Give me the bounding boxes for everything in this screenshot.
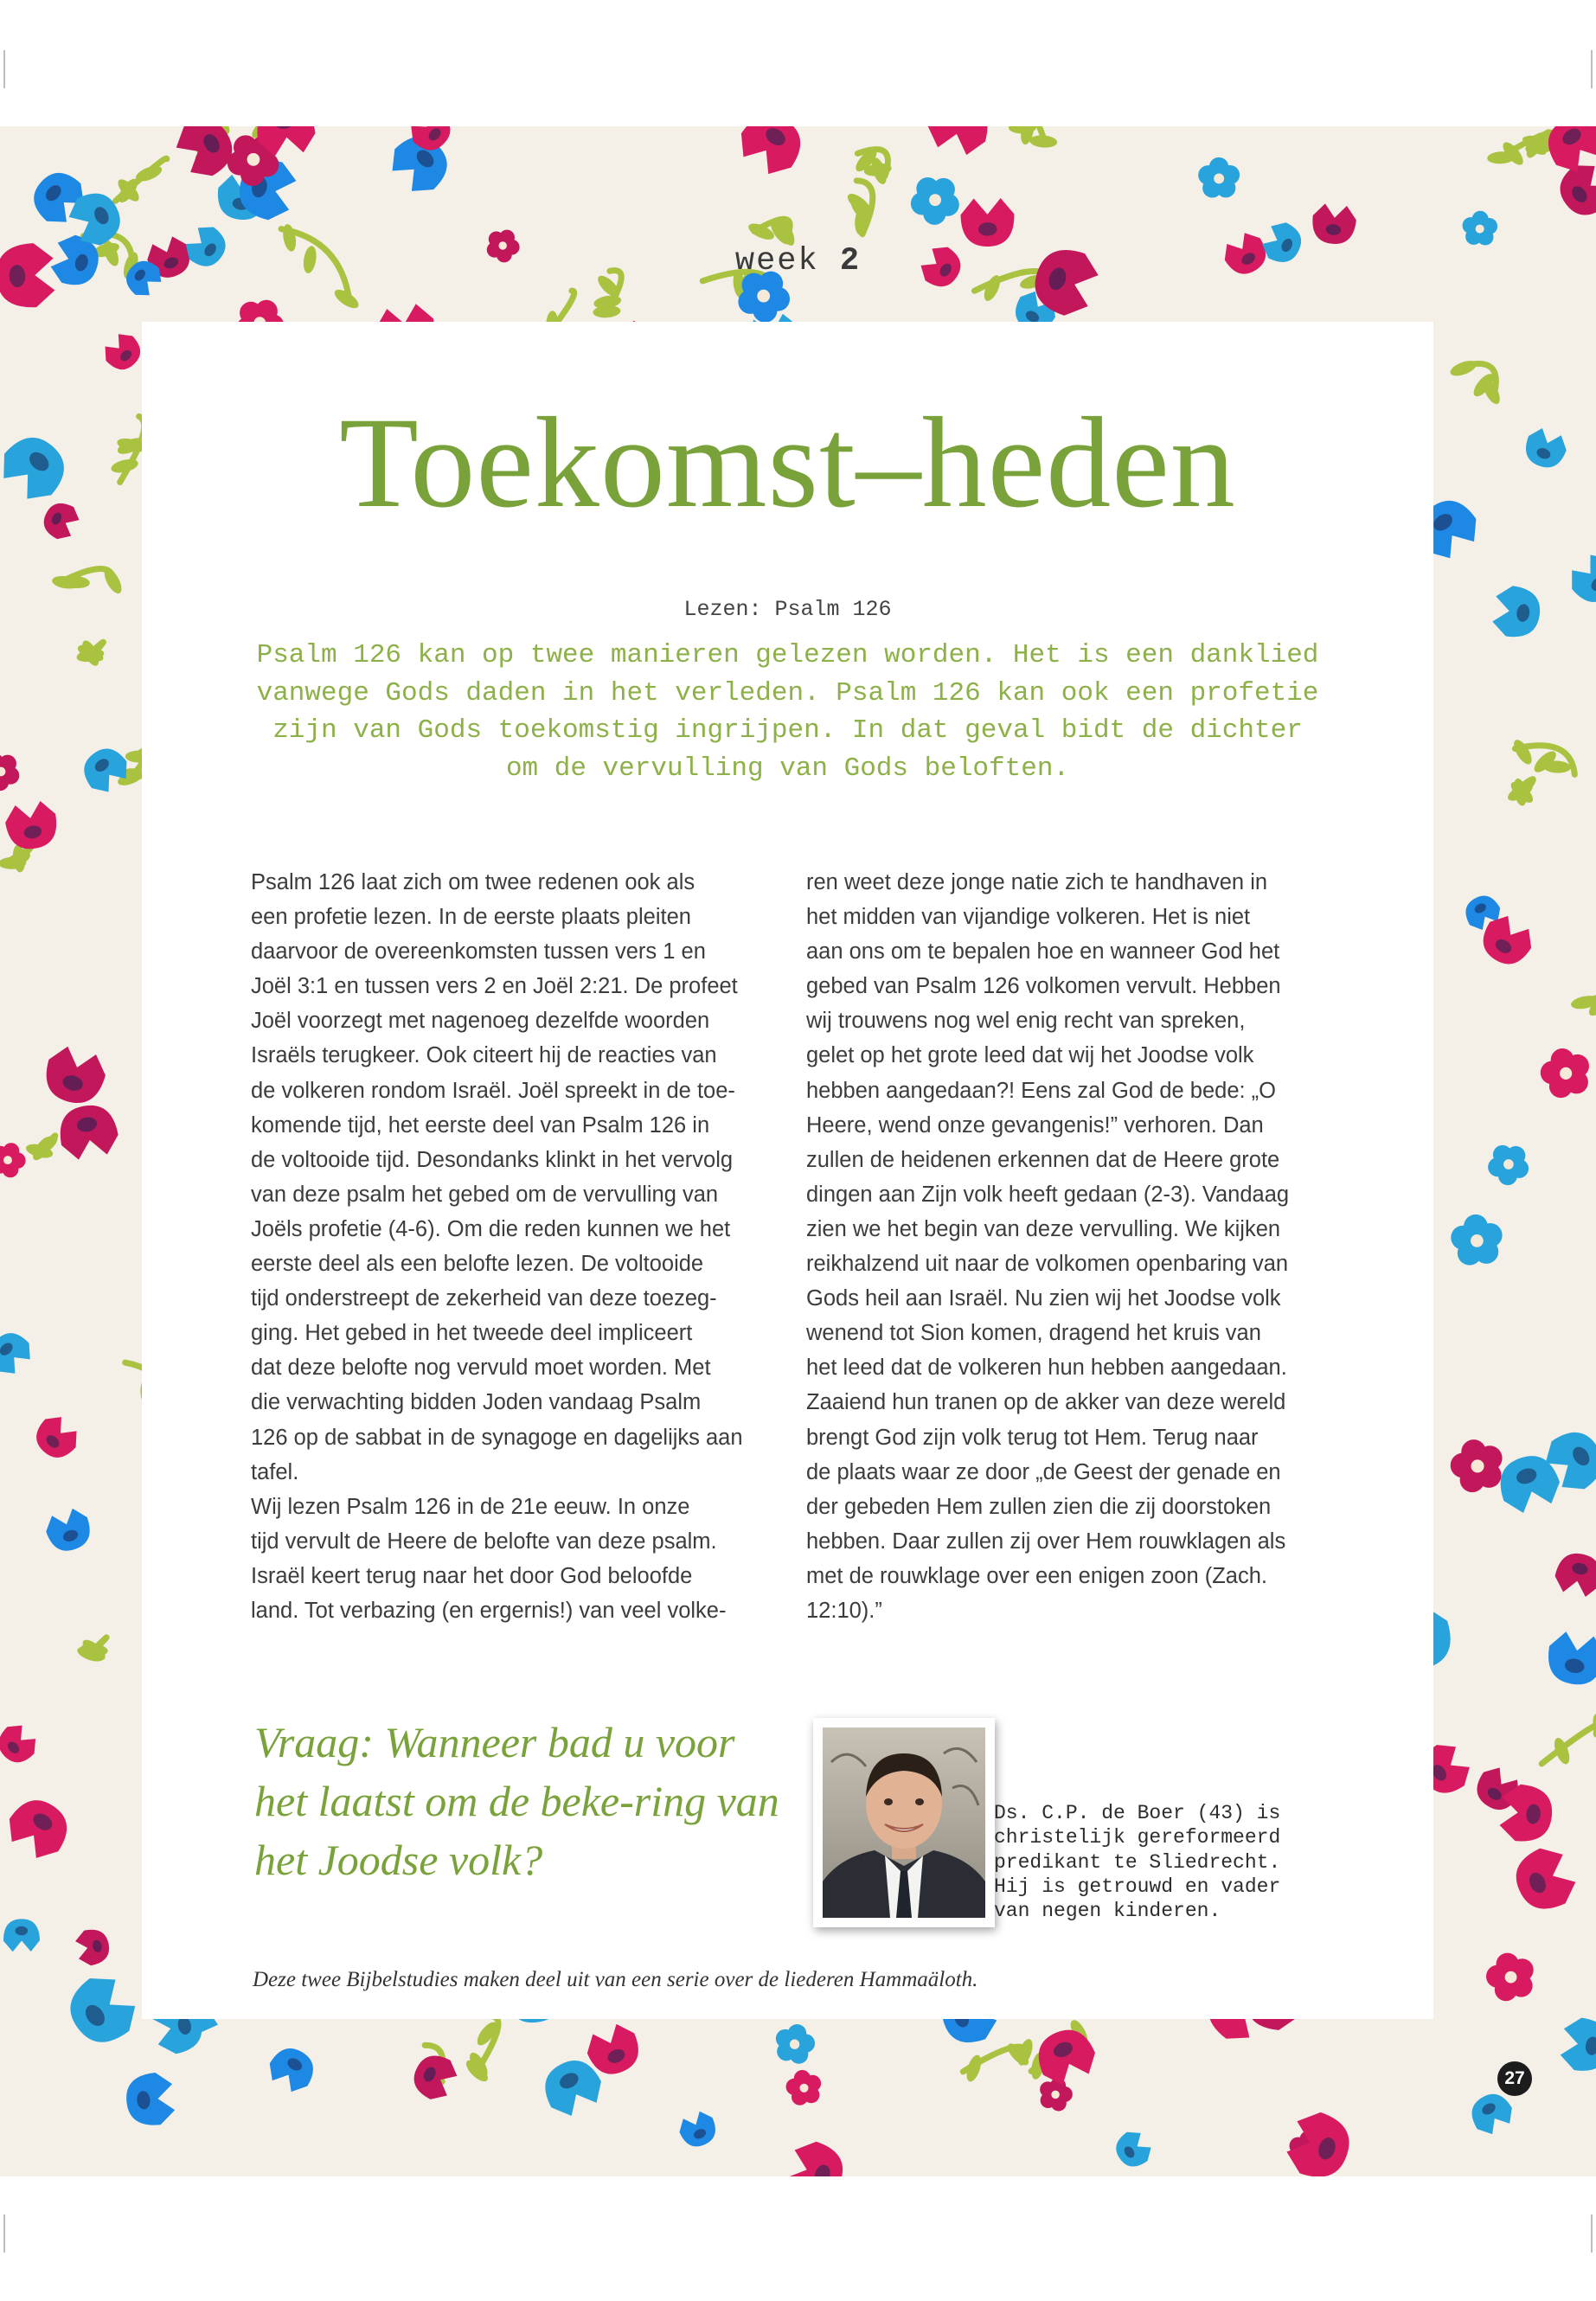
author-bio: Ds. C.P. de Boer (43) is christelijk gereformeerd predikant te Sliedrecht. Hij is getrouwd en vader van negen kinderen. [994, 1802, 1281, 1923]
body-column-left: Psalm 126 laat zich om twee redenen ook als een profetie lezen. In de eerste plaats pleiten daarvoor de overeenkomsten tussen vers 1 en Joël 3:1 en tussen vers 2 en Joël 2:21. De profeet Joël voorzegt met nagenoeg dezelfde woorden Israëls terugkeer. Ook citeert hij de reacties van de volkeren rondom Israël. Joël spreekt in de toe- komende tijd, het eerste deel van Psalm 126 in de voltooide tijd. Desondanks klinkt in het vervolg van deze psalm het gebed om de vervulling van Joëls profetie (4-6). Om die reden kunnen we het eerste deel als een belofte lezen. De voltooide tijd onderstreept de zekerheid van deze toezeg- ging. Het gebed in het tweede deel impliceert dat deze belofte nog vervuld moet worden. Met die verwachting bidden Joden vandaag Psalm 126 op de sabbat in de synagoge en dagelijks aan tafel. Wij lezen Psalm 126 in de 21e eeuw. In onze tijd vervult de Heere de belofte van deze psalm. Israël keert terug naar het door God beloofde land. Tot verbazing (en ergernis!) van veel volke- [251, 870, 743, 1623]
intro-text: Psalm 126 kan op twee manieren gelezen worden. Het is een danklied vanwege Gods daden in het verleden. Psalm 126 kan ook een profetie zijn van Gods toekomstig ingrijpen. In dat geval bidt de dichter om de vervulling van Gods beloften. [256, 640, 1319, 784]
page-title: Toekomst–heden [339, 391, 1236, 535]
body-column-right: ren weet deze jonge natie zich te handhaven in het midden van vijandige volkeren. Het is niet aan ons om te bepalen hoe en wanneer God het gebed van Psalm 126 volkomen vervult. Hebben wij trouwens nog wel enig recht van spreken, gelet op het grote leed dat wij het Joodse volk hebben aangedaan?! Eens zal God de bede: „O Heere, wend onze gevangenis!” verhoren. Dan zullen de heidenen erkennen dat de Heere grote dingen aan Zijn volk heeft gedaan (2-3). Vandaag zien we het begin van deze vervulling. We kijken reikhalzend uit naar de volkomen openbaring van Gods heil aan Israël. Nu zien wij het Joodse volk wenend tot Sion komen, dragend het kruis van het leed dat de volkeren hun hebben aangedaan. Zaaiend hun tranen op de akker van deze wereld brengt God zijn volk terug tot Hem. Terug naar de plaats waar ze door „de Geest der genade en der gebeden Hem zullen zien die zij doorstoken hebben. Daar zullen zij over Hem rouwklagen als met de rouwklage over een enigen zoon (Zach. 12:10).” [806, 870, 1290, 1623]
crop-mark-bottom-right [1591, 2214, 1593, 2253]
crop-mark-top-right [1591, 50, 1593, 88]
page-number-badge: 27 [1497, 2061, 1532, 2096]
series-footnote: Deze twee Bijbelstudies maken deel uit van een serie over de liederen Hammaäloth. [253, 1968, 978, 1991]
reading-reference: Lezen: Psalm 126 [683, 597, 892, 622]
week-word: week [734, 243, 819, 279]
crop-mark-bottom-left [3, 2214, 5, 2253]
week-label [0, 243, 1596, 279]
crop-mark-top-left [3, 50, 5, 88]
author-photo [813, 1718, 995, 1927]
question-callout: Vraag: Wanneer bad u voor het laatst om de beke-ring van het Joodse volk? [254, 1718, 779, 1884]
content-panel [142, 322, 1433, 2019]
week-number: 2 [839, 243, 862, 279]
author-portrait-image [823, 1727, 985, 1918]
